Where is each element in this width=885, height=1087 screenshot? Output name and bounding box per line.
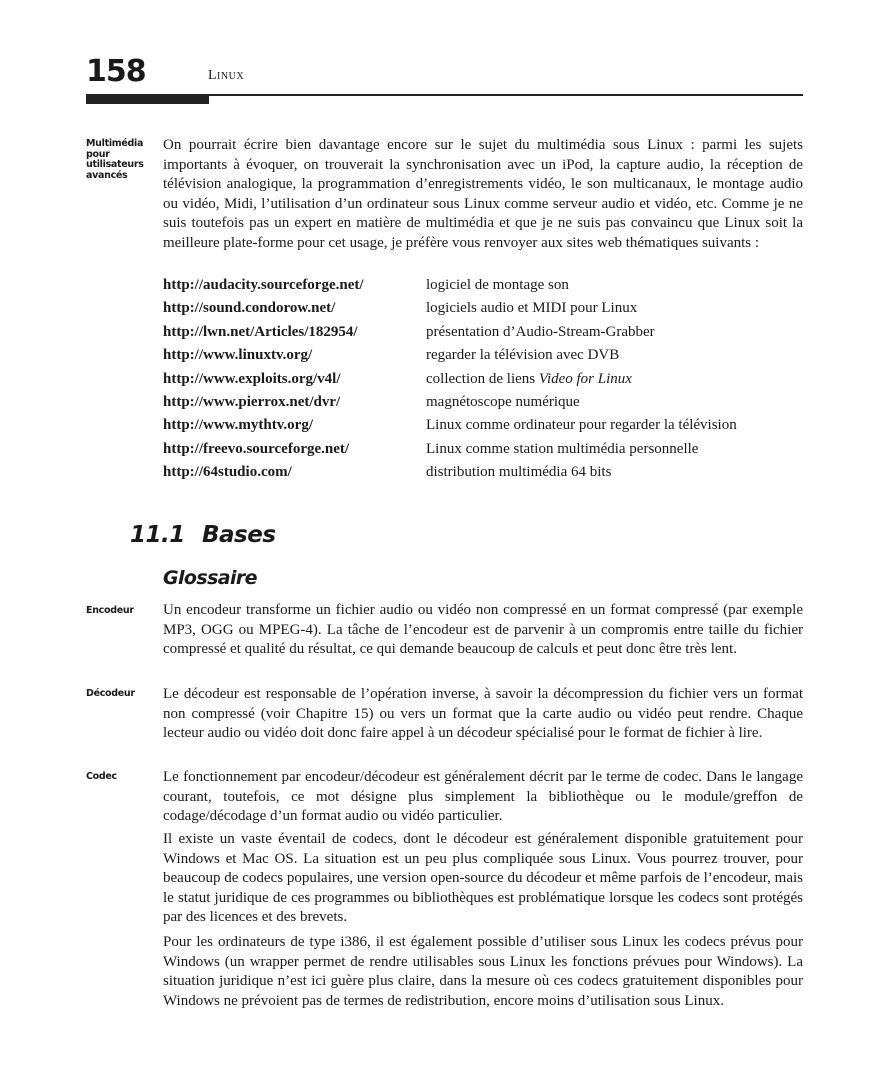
- running-title: Linux: [208, 68, 245, 83]
- link-description: logiciel de montage son: [426, 277, 569, 293]
- link-list: [163, 274, 803, 485]
- codec-paragraph-3: Pour les ordinateurs de type i386, il est également possible d’utiliser sous Linux les codecs prévus pour Windows (un wrapper permet de rendre utilisables sous Linux les fonctions prévues pour Windows). La situation juridique n’est ici guère plus claire, dans la mesure où ces codecs gratuitement disponibles pour Windows ne prévoient pas de termes de redistribution, encore moins d’utilisation sous Linux.: [163, 934, 803, 1009]
- link-description: Linux comme station multimédia personnelle: [426, 440, 699, 457]
- page-header: [0, 0, 885, 110]
- link-description-text: collection de liens: [426, 370, 539, 387]
- link-url[interactable]: http://64studio.com/: [163, 464, 292, 481]
- link-url[interactable]: http://freevo.sourceforge.net/: [163, 440, 350, 457]
- link-url[interactable]: http://www.linuxtv.org/: [163, 347, 313, 364]
- margin-note-codec: Codec: [86, 771, 117, 782]
- section-title: Bases: [202, 522, 276, 548]
- link-url[interactable]: http://www.pierrox.net/dvr/: [163, 393, 341, 410]
- encodeur-paragraph: Un encodeur transforme un fichier audio ou vidéo non compressé en un format compressé (par exemple MP3, OGG ou MPEG-4). La tâche de l’encodeur est de parvenir à un compromis entre taille du fichier compressé et qualité du résultat, ce qui demande beaucoup de calculs et peut donc être très lent.: [163, 602, 803, 658]
- intro-paragraph: On pourrait écrire bien davantage encore sur le sujet du multimédia sous Linux : parmi les sujets importants à évoquer, on trouverait la synchronisation avec un iPod, la capture audio, la réception de télévision analogique, la programmation d’enregistrements vidéo, le son multicanaux, le montage audio ou vidéo, Midi, l’utilisation d’un ordinateur sous Linux comme serveur audio et vidéo, etc. Comme je ne suis toutefois pas un expert en matière de multimédia et que je ne suis pas convaincu que Linux soit la meilleure plate-forme pour cet usage, je préfère vous renvoyer aux sites web thématiques suivants :: [163, 137, 803, 251]
- link-row: [163, 438, 803, 461]
- link-description: regarder la télévision avec DVB: [426, 347, 620, 364]
- link-row: [163, 368, 803, 391]
- link-row: [163, 297, 803, 320]
- decodeur-paragraph: Le décodeur est responsable de l’opération inverse, à savoir la décompression du fichier vers un format non compressé (voir Chapitre 15) ou vers un format que la carte audio ou vidéo peut rendre. Chaque lecteur audio ou vidéo doit donc faire appel à un décodeur spécialisé pour le format de fichier à lire.: [163, 686, 803, 742]
- subsection-heading: Glossaire: [163, 567, 257, 589]
- link-row: [163, 414, 803, 437]
- link-description: Linux comme ordinateur pour regarder la télévision: [426, 417, 737, 434]
- margin-note-encodeur: Encodeur: [86, 605, 134, 616]
- link-description: distribution multimédia 64 bits: [426, 464, 612, 481]
- link-url[interactable]: http://www.exploits.org/v4l/: [163, 370, 341, 387]
- link-row: [163, 274, 803, 297]
- header-bar: [86, 94, 209, 104]
- link-url[interactable]: http://audacity.sourceforge.net/: [163, 277, 364, 293]
- link-description: présentation d’Audio-Stream-Grabber: [426, 323, 655, 340]
- link-url[interactable]: http://lwn.net/Articles/182954/: [163, 323, 358, 340]
- codec-paragraph: Le fonctionnement par encodeur/décodeur est généralement décrit par le terme de codec. Dans le langage courant, toutefois, ce mot désigne plus simplement la bibliothèque ou le module/greffon de codage/décodage d’un format audio ou vidéo particulier.: [163, 769, 803, 825]
- link-url[interactable]: http://sound.condorow.net/: [163, 300, 336, 317]
- link-description: [426, 368, 803, 391]
- link-description: magnétoscope numérique: [426, 393, 580, 410]
- link-row: [163, 321, 803, 344]
- section-number: 11.1: [130, 522, 185, 548]
- section-heading: [130, 522, 276, 548]
- link-row: [163, 344, 803, 367]
- margin-note-multimedia: Multimédia pour utilisateurs avancés: [86, 138, 144, 181]
- link-description-italic: Video for Linux: [538, 370, 632, 387]
- margin-note-decodeur: Décodeur: [86, 688, 135, 699]
- page-number: 158: [86, 54, 146, 89]
- link-row: [163, 391, 803, 414]
- link-row: [163, 461, 803, 484]
- link-description: logiciels audio et MIDI pour Linux: [426, 300, 638, 317]
- codec-paragraph-2: Il existe un vaste éventail de codecs, dont le décodeur est généralement disponible gratuitement pour Windows et Mac OS. La situation est un peu plus compliquée sous Linux. Vous pourrez trouver, pour beaucoup de codecs populaires, une version open-source du décodeur et même parfois de l’encodeur, mais le statut juridique de ces programmes ou bibliothèques est problématique lorsque les codecs sont protégés par des licences et des brevets.: [163, 831, 803, 926]
- link-url[interactable]: http://www.mythtv.org/: [163, 417, 313, 434]
